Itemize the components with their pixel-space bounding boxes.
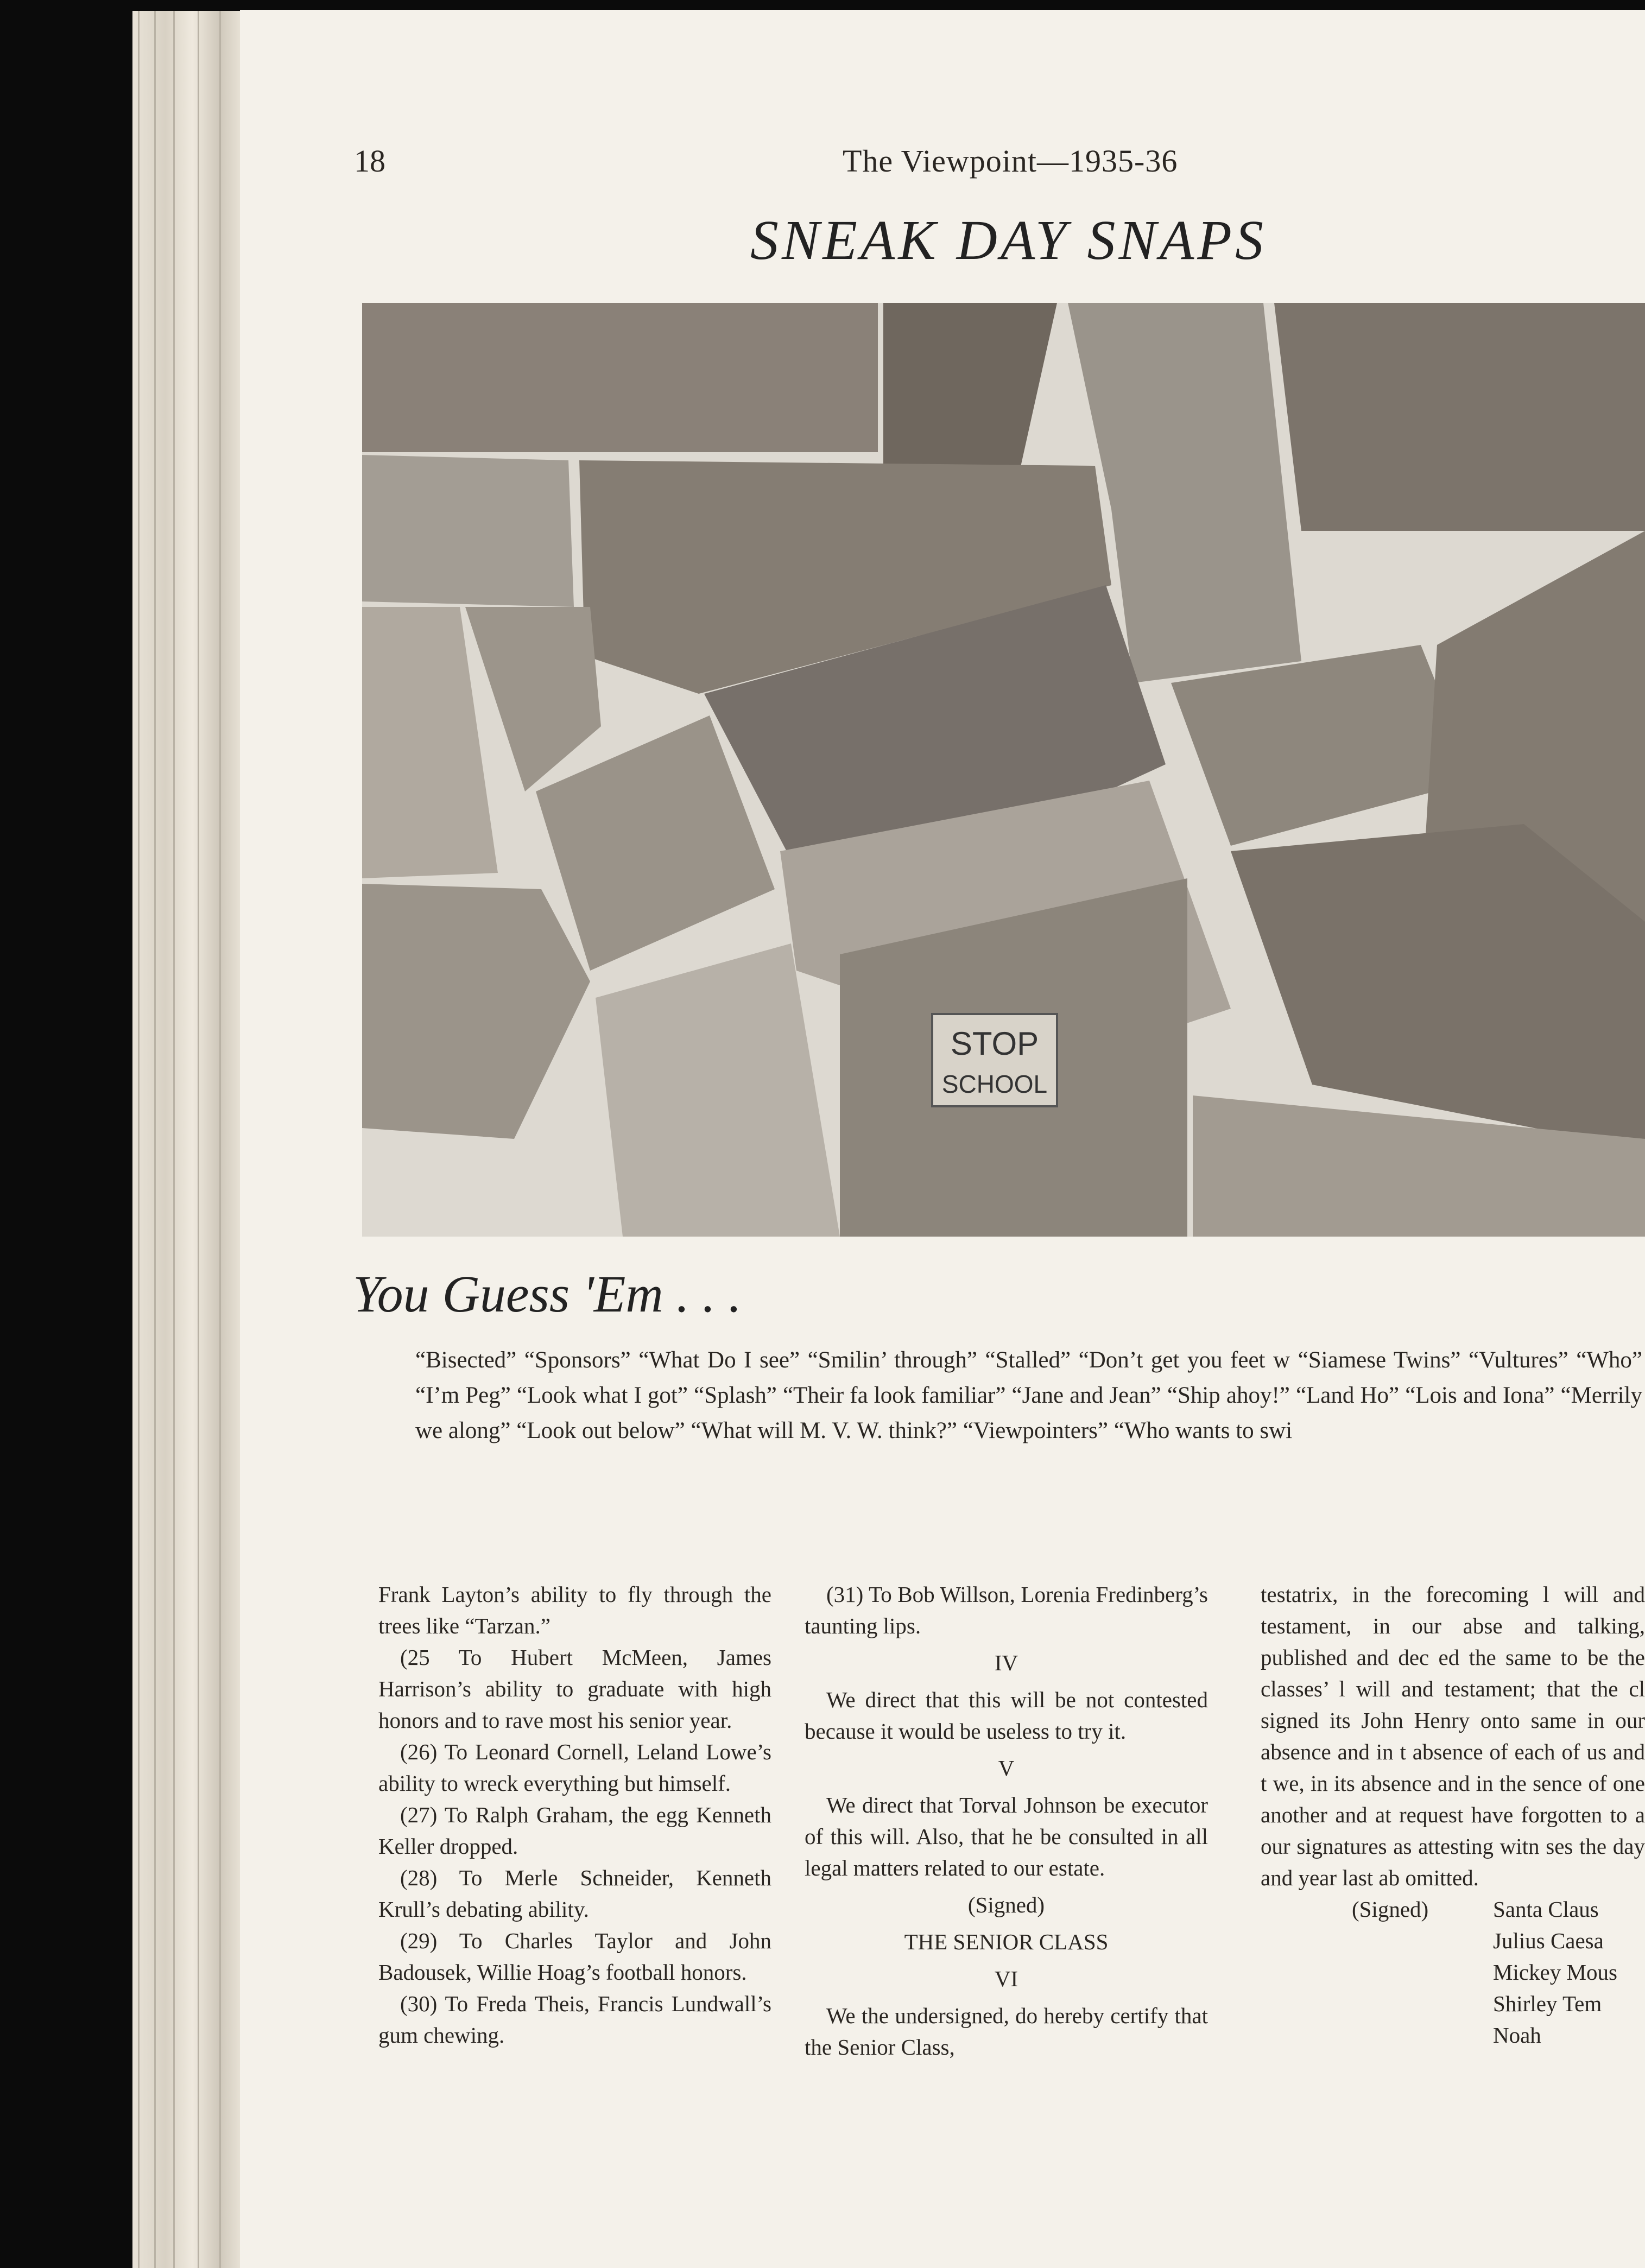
witness-name: Mickey Mous [1493, 1960, 1617, 1985]
will-item-25: (25 To Hubert McMeen, James Harrison’s ability to graduate with high honors and to rave most his senior year. [378, 1645, 771, 1733]
page-title: SNEAK DAY SNAPS [750, 209, 1267, 271]
witness-signatures [1261, 1893, 1645, 2051]
witness-signed-label: (Signed) [1352, 1897, 1429, 1922]
yearbook-page [240, 10, 1645, 2268]
photo-boat-left [362, 455, 574, 607]
signed-label: (Signed) [967, 1892, 1045, 1917]
running-head: The Viewpoint—1935-36 [843, 143, 1178, 179]
photo-collage [362, 303, 1645, 1237]
signer-senior-class: THE SENIOR CLASS [904, 1929, 1109, 1954]
sign-line-2: SCHOOL [941, 1070, 1048, 1098]
will-item-30: (30) To Freda Theis, Francis Lundwall’s gum chewing. [378, 1991, 771, 2048]
page-stack-edge [132, 11, 241, 2268]
photo-posing [1231, 824, 1645, 1150]
will-column-2 [805, 1579, 1208, 2063]
page-number: 18 [354, 143, 385, 179]
will-column-3 [1261, 1579, 1645, 2051]
section-iv-text: We direct that this will be not contested because it would be useless to try it. [805, 1687, 1208, 1744]
photo-wading [362, 884, 590, 1139]
attestation-text: testatrix, in the forecoming l will and testament, in our abse and talking, published and dec ed the same to be the classes’ l will and testament; that the cl signed its John Henry onto same in our absence and in t absence of each of us and t we, in its absence and in the sence of one another and at request have forgotten to a our signatures as attesting witn ses the day and year last ab omitted. [1261, 1582, 1645, 1890]
witness-name: Noah [1493, 2023, 1541, 2048]
photo-group-standing [362, 303, 878, 452]
section-v-text: We direct that Torval Johnson be executor of this will. Also, that he be consulted in all legal matters related to our estate. [805, 1792, 1208, 1880]
will-item-31: (31) To Bob Willson, Lorenia Fredinberg’s taunting lips. [805, 1582, 1208, 1638]
witness-name: Shirley Tem [1493, 1991, 1602, 2016]
witness-name: Julius Caesa [1493, 1928, 1604, 1953]
will-column-1 [378, 1579, 771, 2051]
guess-captions: “Bisected” “Sponsors” “What Do I see” “Smilin’ through” “Stalled” “Don’t get you feet w “Siamese Twins” “Vultures” “Who” “I’m Peg” “Look what I got” “Splash” “Their fa look familiar” “Jane and Jean” “Ship ahoy!” “Land Ho” “Lois and Iona” “Merrily we along” “Look out below” “What will M. V. W. think?” “Viewpointers” “Who wants to swi [415, 1347, 1642, 1443]
will-item: Frank Layton’s ability to fly through the trees like “Tarzan.” [378, 1582, 771, 1638]
section-vi-text: We the undersigned, do hereby certify that the Senior Class, [805, 2003, 1208, 2060]
sign-line-1: STOP [950, 1025, 1039, 1062]
will-item-27: (27) To Ralph Graham, the egg Kenneth Keller dropped. [378, 1802, 771, 1859]
section-iv-heading: IV [994, 1650, 1018, 1675]
photo-boat-river [596, 943, 840, 1237]
collage-svg [362, 303, 1645, 1237]
witness-name: Santa Claus [1493, 1897, 1599, 1922]
will-item-26: (26) To Leonard Cornell, Leland Lowe’s ability to wreck everything but himself. [378, 1739, 771, 1796]
section-v-heading: V [998, 1756, 1015, 1781]
photo-hands-face [362, 607, 498, 878]
section-vi-heading: VI [994, 1966, 1018, 1991]
will-item-29: (29) To Charles Taylor and John Badousek, Willie Hoag’s football honors. [378, 1928, 771, 1985]
will-item-28: (28) To Merle Schneider, Kenneth Krull’s debating ability. [378, 1865, 771, 1922]
photo-group-right [1274, 303, 1645, 531]
guess-heading: You Guess 'Em . . . [353, 1265, 742, 1323]
witness-names [1493, 1893, 1617, 2051]
photo-closeup [465, 607, 601, 791]
